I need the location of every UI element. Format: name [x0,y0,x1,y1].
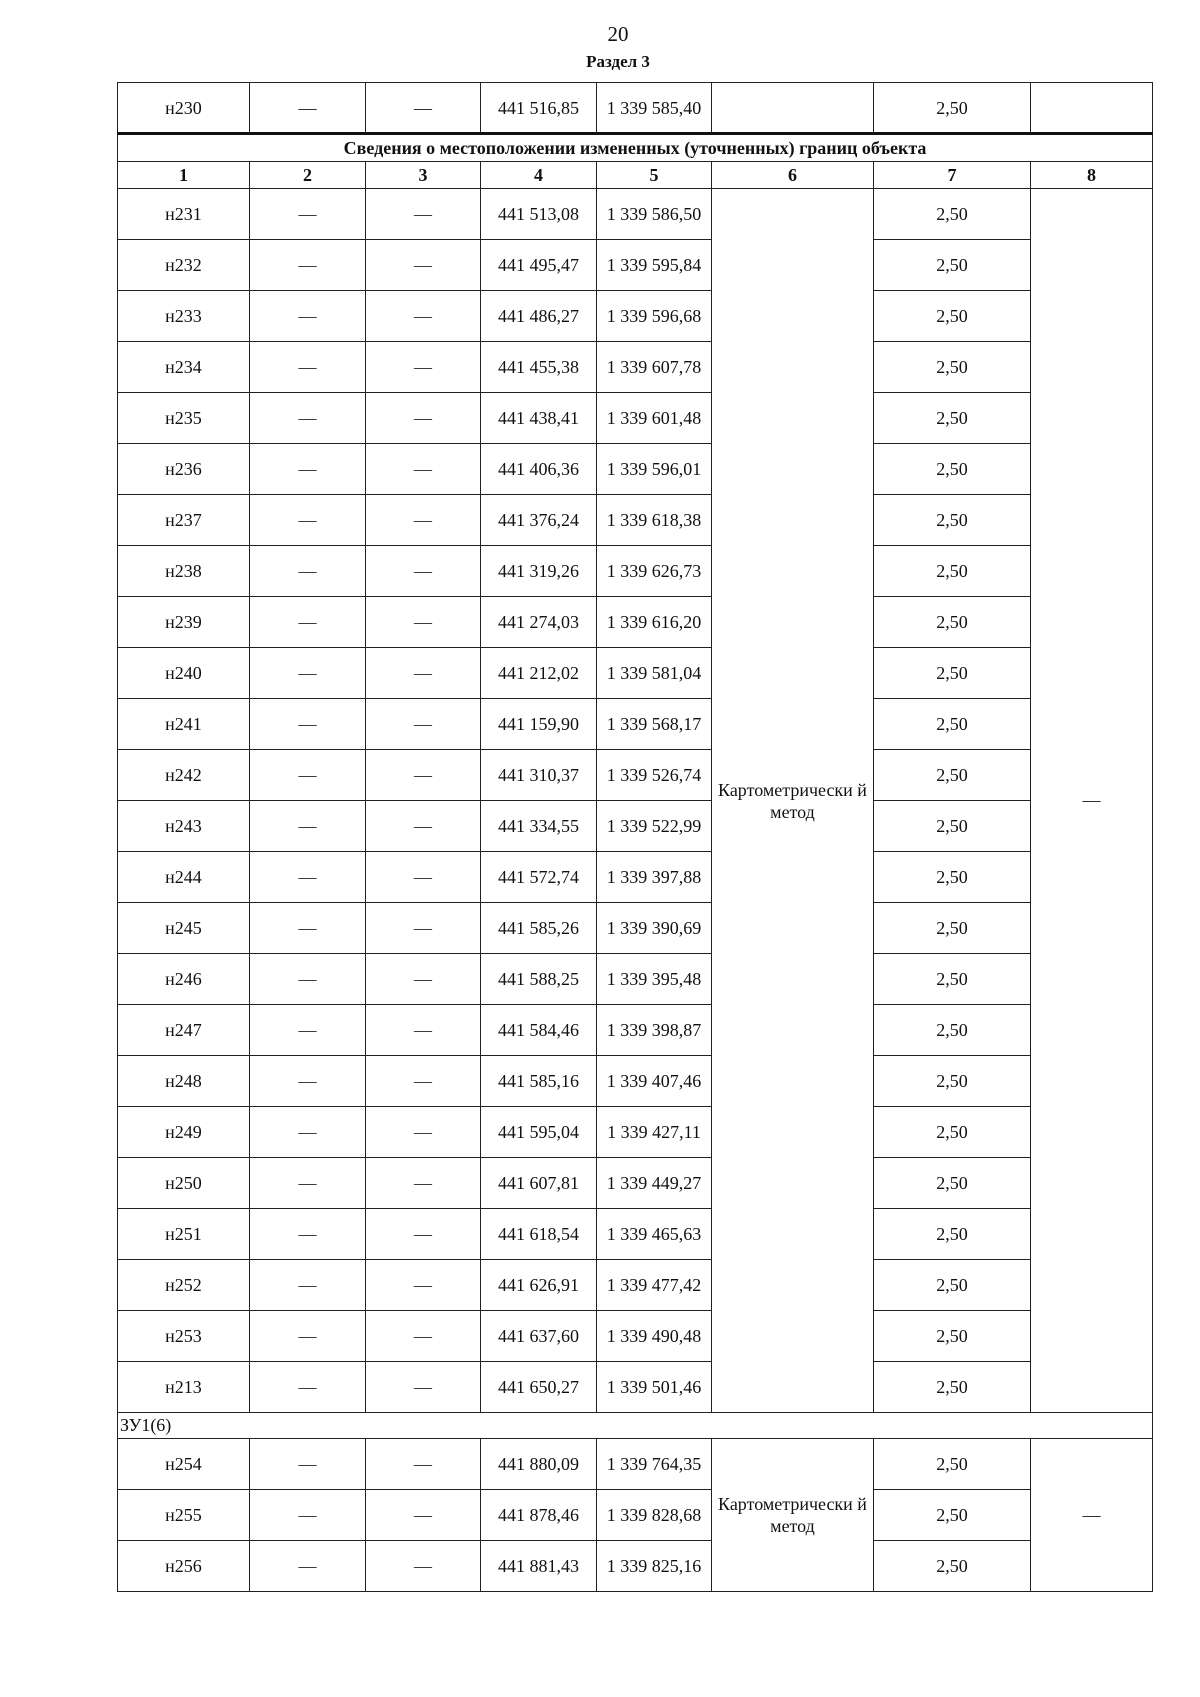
cell-col2: — [250,1005,366,1056]
column-number: 3 [366,162,481,189]
coord-y: 1 339 477,42 [597,1260,712,1311]
column-number: 6 [712,162,874,189]
point-name: н256 [118,1541,250,1592]
table-row [118,1107,1153,1158]
group-label: ЗУ1(6) [118,1413,1153,1439]
cell-col2: — [250,1311,366,1362]
accuracy: 2,50 [874,903,1031,954]
coord-x: 441 618,54 [481,1209,597,1260]
coord-y: 1 339 427,11 [597,1107,712,1158]
cell-col3: — [366,1209,481,1260]
accuracy: 2,50 [874,1158,1031,1209]
cell-col3: — [366,903,481,954]
coord-y: 1 339 581,04 [597,648,712,699]
table-row [118,852,1153,903]
cell-col2: — [250,240,366,291]
coord-y: 1 339 626,73 [597,546,712,597]
column-number: 5 [597,162,712,189]
cell-col2: — [250,1107,366,1158]
accuracy: 2,50 [874,954,1031,1005]
accuracy: 2,50 [874,801,1031,852]
cell-col2: — [250,699,366,750]
table-row [118,393,1153,444]
coord-y: 1 339 586,50 [597,189,712,240]
coord-x: 441 334,55 [481,801,597,852]
accuracy: 2,50 [874,1005,1031,1056]
coord-y: 1 339 395,48 [597,954,712,1005]
cell-col2: — [250,903,366,954]
table-row [118,444,1153,495]
coord-y: 1 339 764,35 [597,1439,712,1490]
accuracy: 2,50 [874,1056,1031,1107]
point-name: н241 [118,699,250,750]
cell-col3: — [366,1541,481,1592]
coord-y: 1 339 490,48 [597,1311,712,1362]
point-name: н250 [118,1158,250,1209]
coord-x: 441 495,47 [481,240,597,291]
cell-col3: — [366,342,481,393]
point-name: н251 [118,1209,250,1260]
accuracy: 2,50 [874,750,1031,801]
coord-y: 1 339 825,16 [597,1541,712,1592]
point-name: н243 [118,801,250,852]
accuracy: 2,50 [874,83,1031,134]
previous-table-tail [117,82,1153,134]
cell-col3: — [366,597,481,648]
cell-col2: — [250,1362,366,1413]
column-number: 2 [250,162,366,189]
table-row [118,699,1153,750]
column-number: 7 [874,162,1031,189]
accuracy: 2,50 [874,597,1031,648]
point-name: н245 [118,903,250,954]
coord-x: 441 637,60 [481,1311,597,1362]
point-name: н244 [118,852,250,903]
coord-y: 1 339 618,38 [597,495,712,546]
coord-y: 1 339 607,78 [597,342,712,393]
table-row [118,342,1153,393]
coord-x: 441 159,90 [481,699,597,750]
table-row [118,291,1153,342]
table-row [118,903,1153,954]
coord-y: 1 339 596,01 [597,444,712,495]
cell-col3: — [366,495,481,546]
table-row [118,1260,1153,1311]
table-row [118,954,1153,1005]
coord-y: 1 339 828,68 [597,1490,712,1541]
cell-col2: — [250,291,366,342]
cell-col2: — [250,393,366,444]
cell-col2: — [250,750,366,801]
coord-x: 441 486,27 [481,291,597,342]
cell-col3: — [366,240,481,291]
coord-y: 1 339 449,27 [597,1158,712,1209]
column-number: 1 [118,162,250,189]
point-name: н242 [118,750,250,801]
cell-col3: — [366,1490,481,1541]
cell-col3: — [366,1311,481,1362]
cell-col3: — [366,83,481,134]
cell-col3: — [366,1439,481,1490]
coord-y: 1 339 390,69 [597,903,712,954]
cell-col2: — [250,1158,366,1209]
cell-col2: — [250,83,366,134]
accuracy: 2,50 [874,1209,1031,1260]
cell-col3: — [366,444,481,495]
accuracy: 2,50 [874,1107,1031,1158]
table-row [118,1158,1153,1209]
coord-x: 441 585,26 [481,903,597,954]
coord-x: 441 626,91 [481,1260,597,1311]
table-row [118,648,1153,699]
point-name: н231 [118,189,250,240]
coord-x: 441 274,03 [481,597,597,648]
table-row [118,83,1153,134]
cell-col2: — [250,1541,366,1592]
cell-col3: — [366,1158,481,1209]
table-row [118,495,1153,546]
coord-x: 441 376,24 [481,495,597,546]
cell-col2: — [250,1490,366,1541]
coord-x: 441 455,38 [481,342,597,393]
coord-y: 1 339 595,84 [597,240,712,291]
cell-col3: — [366,699,481,750]
cell-col3: — [366,546,481,597]
page-number: 20 [607,22,629,46]
cell-col2: — [250,1056,366,1107]
cell-col8 [1031,83,1153,134]
table-row [118,1056,1153,1107]
column-number: 4 [481,162,597,189]
cell-col2: — [250,1260,366,1311]
coord-x: 441 516,85 [481,83,597,134]
coord-x: 441 878,46 [481,1490,597,1541]
accuracy: 2,50 [874,240,1031,291]
table-row [118,189,1153,240]
coord-y: 1 339 568,17 [597,699,712,750]
cell-col3: — [366,1005,481,1056]
accuracy: 2,50 [874,1362,1031,1413]
cell-col3: — [366,750,481,801]
cell-col2: — [250,495,366,546]
table-row [118,240,1153,291]
accuracy: 2,50 [874,1439,1031,1490]
accuracy: 2,50 [874,342,1031,393]
point-name: н233 [118,291,250,342]
accuracy: 2,50 [874,699,1031,750]
accuracy: 2,50 [874,1490,1031,1541]
point-name: н247 [118,1005,250,1056]
cell-col3: — [366,189,481,240]
cell-col2: — [250,597,366,648]
accuracy: 2,50 [874,444,1031,495]
cell-col2: — [250,1439,366,1490]
table-row [118,1209,1153,1260]
cell-col3: — [366,648,481,699]
coord-x: 441 212,02 [481,648,597,699]
table-title: Сведения о местоположении измененных (уточненных) границ объекта [118,134,1153,162]
point-name: н248 [118,1056,250,1107]
point-name: н255 [118,1490,250,1541]
point-name: н249 [118,1107,250,1158]
coord-y: 1 339 585,40 [597,83,712,134]
coord-x: 441 406,36 [481,444,597,495]
accuracy: 2,50 [874,546,1031,597]
accuracy: 2,50 [874,393,1031,444]
group-label-row [118,1413,1153,1439]
cell-col3: — [366,393,481,444]
cell-col2: — [250,648,366,699]
cell-col3: — [366,1362,481,1413]
cell-col3: — [366,1107,481,1158]
coord-y: 1 339 465,63 [597,1209,712,1260]
point-name: н234 [118,342,250,393]
cell-col2: — [250,546,366,597]
table-title-row [118,134,1153,162]
coord-x: 441 513,08 [481,189,597,240]
cell-col3: — [366,852,481,903]
cell-col2: — [250,801,366,852]
accuracy: 2,50 [874,852,1031,903]
accuracy: 2,50 [874,1541,1031,1592]
point-name: н235 [118,393,250,444]
accuracy: 2,50 [874,189,1031,240]
table-row [118,801,1153,852]
table-row [118,1311,1153,1362]
cell-col2: — [250,444,366,495]
column-number: 8 [1031,162,1153,189]
coord-x: 441 310,37 [481,750,597,801]
cell-col2: — [250,342,366,393]
accuracy: 2,50 [874,291,1031,342]
accuracy: 2,50 [874,1311,1031,1362]
point-name: н232 [118,240,250,291]
point-name: н253 [118,1311,250,1362]
cell-col6 [712,83,874,134]
accuracy: 2,50 [874,648,1031,699]
point-name: н237 [118,495,250,546]
coord-x: 441 650,27 [481,1362,597,1413]
coord-x: 441 595,04 [481,1107,597,1158]
coord-x: 441 880,09 [481,1439,597,1490]
cell-col3: — [366,801,481,852]
table-row [118,597,1153,648]
coord-x: 441 585,16 [481,1056,597,1107]
coord-y: 1 339 616,20 [597,597,712,648]
coord-y: 1 339 601,48 [597,393,712,444]
coord-y: 1 339 407,46 [597,1056,712,1107]
table-row [118,750,1153,801]
coord-y: 1 339 526,74 [597,750,712,801]
coord-x: 441 572,74 [481,852,597,903]
point-name: н230 [118,83,250,134]
method-cell: Картометрически й метод [712,1439,874,1592]
coord-x: 441 584,46 [481,1005,597,1056]
coord-y: 1 339 398,87 [597,1005,712,1056]
cell-col2: — [250,954,366,1005]
coord-x: 441 438,41 [481,393,597,444]
coord-y: 1 339 596,68 [597,291,712,342]
cell-col8: — [1031,189,1153,1413]
cell-col8: — [1031,1439,1153,1592]
coord-y: 1 339 397,88 [597,852,712,903]
point-name: н246 [118,954,250,1005]
point-name: н238 [118,546,250,597]
cell-col2: — [250,1209,366,1260]
table-row [118,1439,1153,1490]
table-row [118,1541,1153,1592]
point-name: н236 [118,444,250,495]
point-name: н254 [118,1439,250,1490]
coord-y: 1 339 522,99 [597,801,712,852]
point-name: н240 [118,648,250,699]
cell-col3: — [366,291,481,342]
coord-x: 441 319,26 [481,546,597,597]
coord-y: 1 339 501,46 [597,1362,712,1413]
point-name: н252 [118,1260,250,1311]
section-title: Раздел 3 [586,52,650,71]
boundary-table [117,132,1153,1592]
point-name: н239 [118,597,250,648]
coord-x: 441 588,25 [481,954,597,1005]
table-row [118,546,1153,597]
cell-col2: — [250,189,366,240]
coord-x: 441 881,43 [481,1541,597,1592]
method-cell: Картометрически й метод [712,189,874,1413]
cell-col3: — [366,1056,481,1107]
cell-col3: — [366,1260,481,1311]
table-row [118,1005,1153,1056]
table-row [118,1490,1153,1541]
point-name: н213 [118,1362,250,1413]
cell-col3: — [366,954,481,1005]
table-row [118,1362,1153,1413]
cell-col2: — [250,852,366,903]
accuracy: 2,50 [874,1260,1031,1311]
column-number-row [118,162,1153,189]
accuracy: 2,50 [874,495,1031,546]
coord-x: 441 607,81 [481,1158,597,1209]
